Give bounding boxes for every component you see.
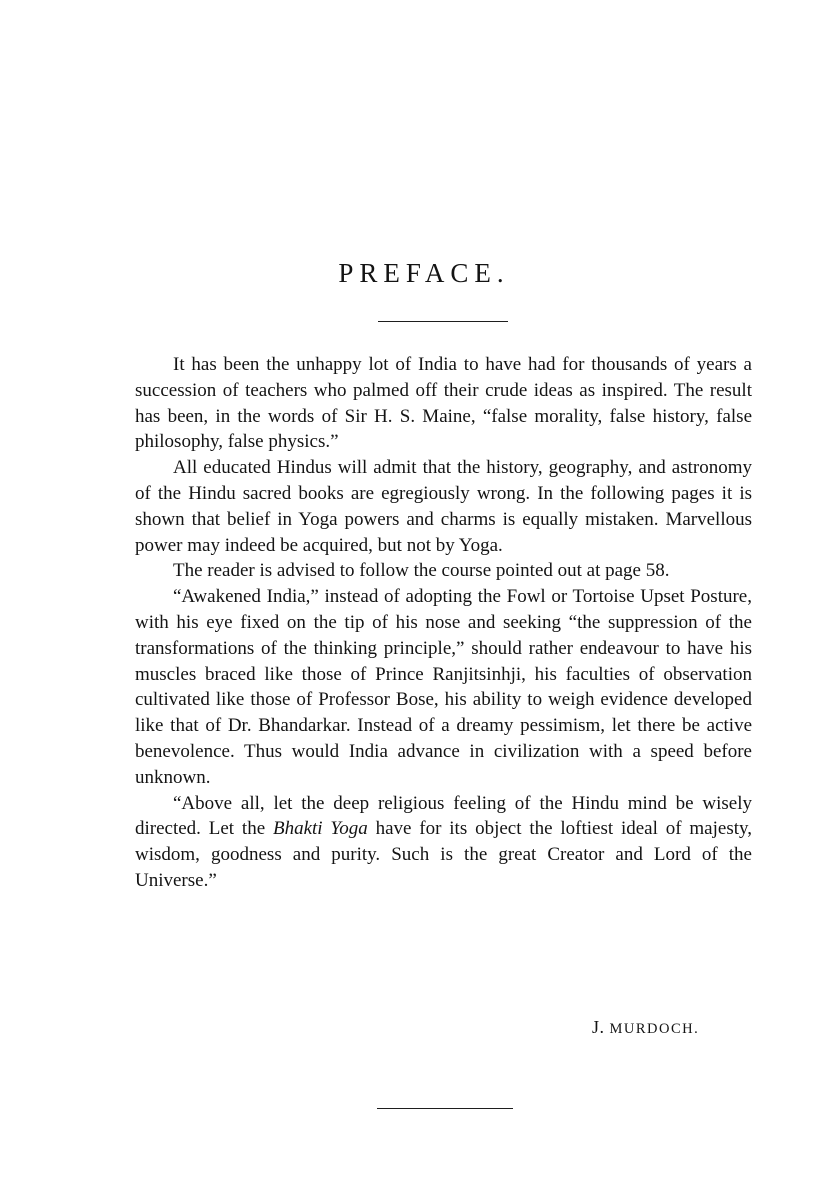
paragraph-2: All educated Hindus will admit that the history, geography, and astronomy of the Hindu sacred books are egregiously wrong. In the following pages it is shown that belief in Yoga powers and charms is equally mistaken. Marvellous power may indeed be acquired, but not by Yoga. — [135, 457, 752, 556]
bhakti-yoga-emphasis: Bhakti Yoga — [272, 818, 368, 840]
preface-body — [135, 352, 752, 894]
paragraph-5-text-start: “Above all, let the deep religious feeling of the Hindu mind be wisely directed. Let the — [135, 792, 752, 840]
paragraph-4: “Awakened India,” instead of adopting the Fowl or Tortoise Upset Posture, with his eye fixed on the tip of his nose and seeking “the suppression of the transformations of the thinking principle,” should rather endeavour to have his muscles braced like those of Prince Ranjitsinhji, his faculties of observation cultivated like those of Professor Bose, his ability to weigh evidence developed like that of Dr. Bhandarkar. Instead of a dreamy pessimism, let there be active benevolence. Thus would India advance in civilization with a speed before unknown. — [135, 586, 752, 788]
title-rule — [378, 321, 508, 322]
signature-initial: J. — [592, 1017, 605, 1037]
paragraph-1: It has been the unhappy lot of India to have had for thousands of years a succession of teachers who palmed off their crude ideas as inspired. The result has been, in the words of Sir H. S. Maine, “false morality, false history, false philosophy, false physics.” — [135, 354, 752, 453]
paragraph-5-text-end: have for its object the loftiest ideal of majesty, wisdom, goodness and purity. Such is the great Creator and Lord of the Universe.” — [135, 818, 753, 891]
signature — [592, 1017, 699, 1038]
page-title: PREFACE. — [338, 258, 510, 288]
paragraph-3: The reader is advised to follow the course pointed out at page 58. — [173, 560, 670, 582]
signature-surname: MURDOCH. — [609, 1021, 700, 1037]
closing-rule — [377, 1108, 513, 1109]
paragraph-5 — [135, 791, 752, 894]
